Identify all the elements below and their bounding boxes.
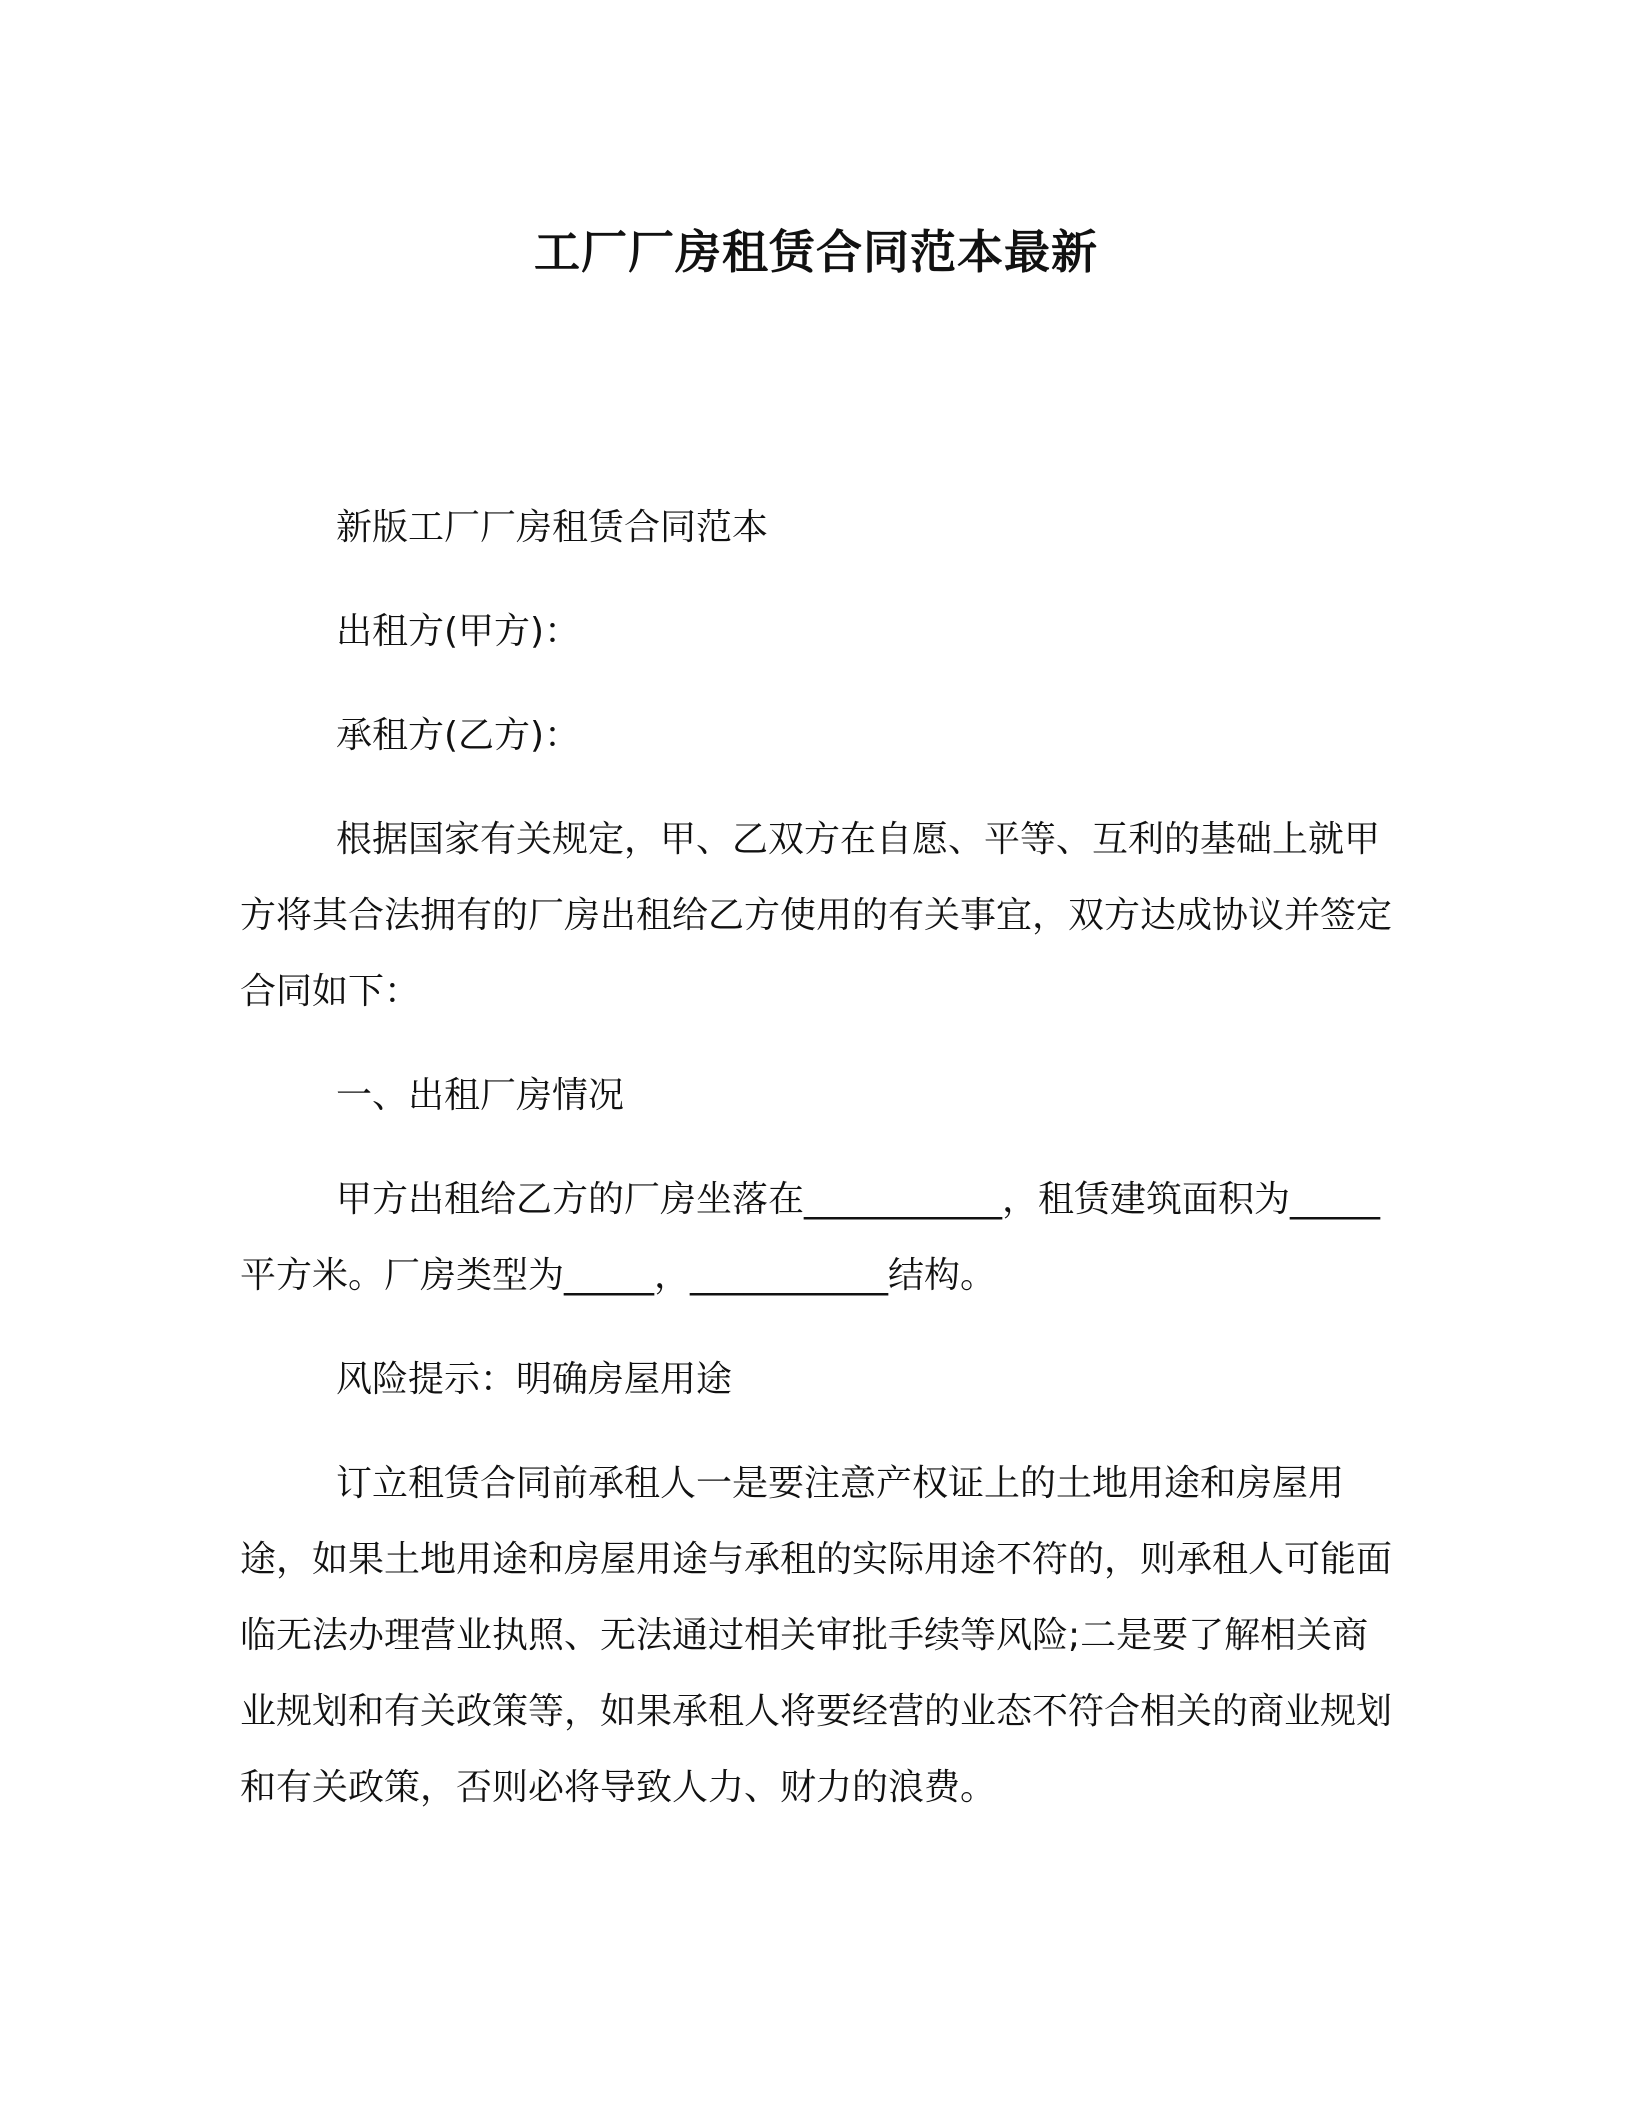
premises-paragraph: 甲方出租给乙方的厂房坐落在___________，租赁建筑面积为_____平方米。厂房类型为_____，___________结构。	[240, 1179, 1381, 1296]
subtitle-paragraph: 新版工厂厂房租赁合同范本	[336, 507, 769, 548]
risk-heading: 风险提示：明确房屋用途	[336, 1359, 733, 1400]
section-heading: 一、出租厂房情况	[336, 1075, 625, 1116]
document-body	[240, 490, 1392, 1854]
document-title: 工厂厂房租赁合同范本最新	[534, 225, 1098, 279]
risk-paragraph: 订立租赁合同前承租人一是要注意产权证上的土地用途和房屋用途，如果土地用途和房屋用途与承租的实际用途不符的，则承租人可能面临无法办理营业执照、无法通过相关审批手续等风险;二是要了解相关商业规划和有关政策等，如果承租人将要经营的业态不符合相关的商业规划和有关政策，否则必将导致人力、财力的浪费。	[240, 1463, 1393, 1808]
preamble-paragraph: 根据国家有关规定，甲、乙双方在自愿、平等、互利的基础上就甲方将其合法拥有的厂房出租给乙方使用的有关事宜，双方达成协议并签定合同如下：	[240, 819, 1393, 1012]
lessee-line: 承租方(乙方)：	[336, 715, 581, 756]
lessor-line: 出租方(甲方)：	[336, 611, 581, 652]
